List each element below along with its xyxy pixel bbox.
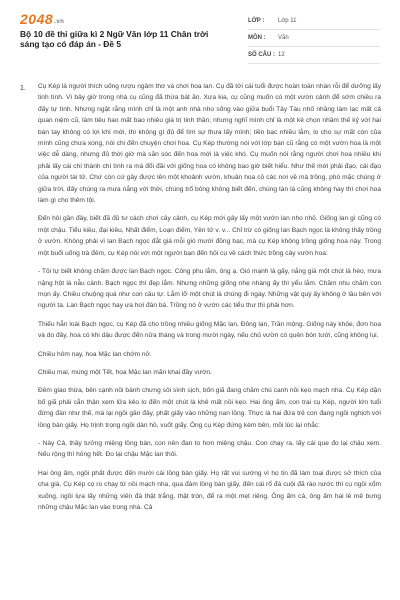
passage-paragraph: - Này Cả, thầy tưởng miệng lồng bàn, con nên đan to hơn miệng chậu. Con chạy ra, lấy cái que đo lại chậu xem. Nếu rộng thì hỏng hết. Đo lại chậu Mặc lan thôi. xyxy=(38,439,381,459)
info-value: Văn xyxy=(278,35,289,41)
passage-paragraph: Cụ Kép là người thích uống rượu ngâm thơ và chơi hoa lan. Cụ đã tới cái tuổi được hoàn toàn nhàn rỗi để dưỡng lấy tinh tính. Vì bây giờ trong nhà cụ cũng đã thừa bát ăn. Xưa kia, cụ cũng muốn có một vườn cảnh để sớm chiều ra đấy tự tình. Nhưng ngặt rằng mình chỉ là một anh nhà nho sống vào giữa buổi Tây Tàu nhố nhăng làm lạc mất cả quan niệm cũ, làm tiêu hao mất bao nhiêu giá trị tinh thần; nhưng nghĩ mình chỉ là một kẻ chọn nhầm thế kỷ với hai bàn tay không có lợi khí mới, thì không gì đủ để tìm sự thưa lấy mình; tiền bạc nhiều lắm, lo cho sự mất còn của mình cũng chưa xong, nói chi đến chuyện chơi hoa. Cụ Kép thường nói với lớp bạn cũ rằng có một vườn hoa là một việc dễ dàng, nhưng đủ thời giờ mà săn sóc đến hoa mới là việc khó. Cụ muốn nói rằng người chơi hoa nhiều khi phải lấy cái chí thành chí tình ra mà đối đãi với giống hoa có không bao giờ biết hiểu. Như thế mới phải đạo, cái đạo của người tài tử. Chứ còn cứ gây được lên một khoảnh vườn, khuân hoa cỏ các nơi về mà trồng, phó mặc chúng ở giữa trời, đấy chúng ra mưa nắng với thời, chúng trổ bông không biết đến, chúng tàn lá cũng không hay thì chơi hoa làm gì cho thêm tội. xyxy=(38,83,382,205)
logo-suffix: .vn xyxy=(54,19,65,25)
info-row-subject xyxy=(248,30,380,47)
question-passage xyxy=(38,81,381,520)
question-number: 1. xyxy=(20,85,26,92)
info-label: LỚP : xyxy=(248,18,265,24)
info-label: SỐ CÂU : xyxy=(248,52,275,58)
info-value: 12 xyxy=(278,52,285,58)
info-row-question-count xyxy=(248,47,380,64)
passage-paragraph: Đêm giao thừa, bên cạnh nồi bánh chưng sôi sình sịch, bốn giã đang chăm chú canh nồi kẹo mạch nha. Cụ Kép dặn bố giã phải cắn thận xem lửa kẻo lo đến một chút là khê mất nồi kẹo. Hai ông ấm, con trai cụ Kép, người lớn tuổi đứng đàn như thế, mà lại ngồi gần đây, phất giấy vào những nan lồng. Thực là hai đứa trẻ con đang ngồi nghịch với lồng bàn giấy. Họ trịnh trọng ngồi dán hồ, vuốt giấy. Ông cụ Kép đứng kèm bên, mồi lúc lại nhắc: xyxy=(38,387,381,429)
page-header xyxy=(0,0,400,66)
site-logo[interactable] xyxy=(20,11,64,27)
passage-paragraph: Hai ông ấm, ngồi phất được đến mười cái lồng bàn giấy. Họ rất vui sướng vì họ tin đã làm toại được sở thích của cha già. Cụ Kép cọ ro chạy từ nồi mạch nha, qua đám lồng bàn giấy, đến cái rổ đá cuội đã rào nước thì cụ ngồi xổm xuống, ngồi lựa lấy những viên đá thật trắng, thật tròn, để ra một mẹt riêng. Ông ấm cả, ông ấm hai lê mê bưng những chậu Mặc lan vào trong nhà. Cả xyxy=(38,469,381,511)
info-row-grade xyxy=(248,13,380,30)
info-panel xyxy=(248,13,380,64)
passage-paragraph: Đến hôi gần đây, biết đã đủ tư cách chơi cây cảnh, cụ Kép mới gây lấy một vườn lan nho nhỏ. Giống lan gì cũng có một chậu. Tiểu kiều, đại kiều, Nhất điểm, Loạn điểm, Yên tử v. v... Chỉ trừ có giống lan Bạch ngọc là không thấy trồng ở vườn. Không phải vì lan Bạch ngọc đắt giá mỗi giò mười đồng bạc, mà cụ Kép không trồng giống hoa này. Trong một buổi uống trà đêm, cụ Kép nói với một người bạn đến hỏi cụ về cách thức trồng cây vườn hoa: xyxy=(38,215,381,257)
passage-paragraph: Chiều hôm nay, hoa Mặc lan chớm nở. xyxy=(38,350,152,358)
info-label: MÔN : xyxy=(248,35,266,41)
logo-text: 2048 xyxy=(20,11,54,27)
document-title: Bộ 10 đề thi giữa kì 2 Ngữ Văn lớp 11 Chân trời sáng tạo có đáp án - Đề 5 xyxy=(20,29,209,49)
passage-paragraph: - Tôi tự biết không chăm được lan Bạch ngọc. Công phu lắm, ông ạ. Gió mạnh là gãy, nắng già một chút là héo, mưa nặng hột là nẫu cánh. Bạch ngọc thì đẹp lắm. Nhưng những giống nhẹ nhàng ấy thì yểu lắm. Chăm nhu chăm con mọn ấy. Chiều chuộng quá như con cầu tự. Lắm lỡ một chút là chúng đi ngay. Những vật quý ấy không ở lâu bên với người ta. Lan Bạch ngọc hay ưa hơi đàn bà. Trồng nó ở vườn các tiểu thư thì phải hơn. xyxy=(38,268,381,310)
passage-paragraph: Thiếu hẳn loài Bạch ngọc, cụ Kép đã cho trồng nhiều giống Mặc lan, Đông lan, Trần mộng. Giống này khỏe, đơn hoa và do đây, hoa có khi dậu được đến nửa tháng và trong mười ngày, nếu chủ vườn có quên bón tưới, cũng không lụi. xyxy=(38,320,381,340)
passage-paragraph: Chiều mai, mùng một Tết, hoa Mặc lan mãn khai đầy vườn. xyxy=(38,368,212,376)
info-value: Lớp 11 xyxy=(278,18,297,24)
